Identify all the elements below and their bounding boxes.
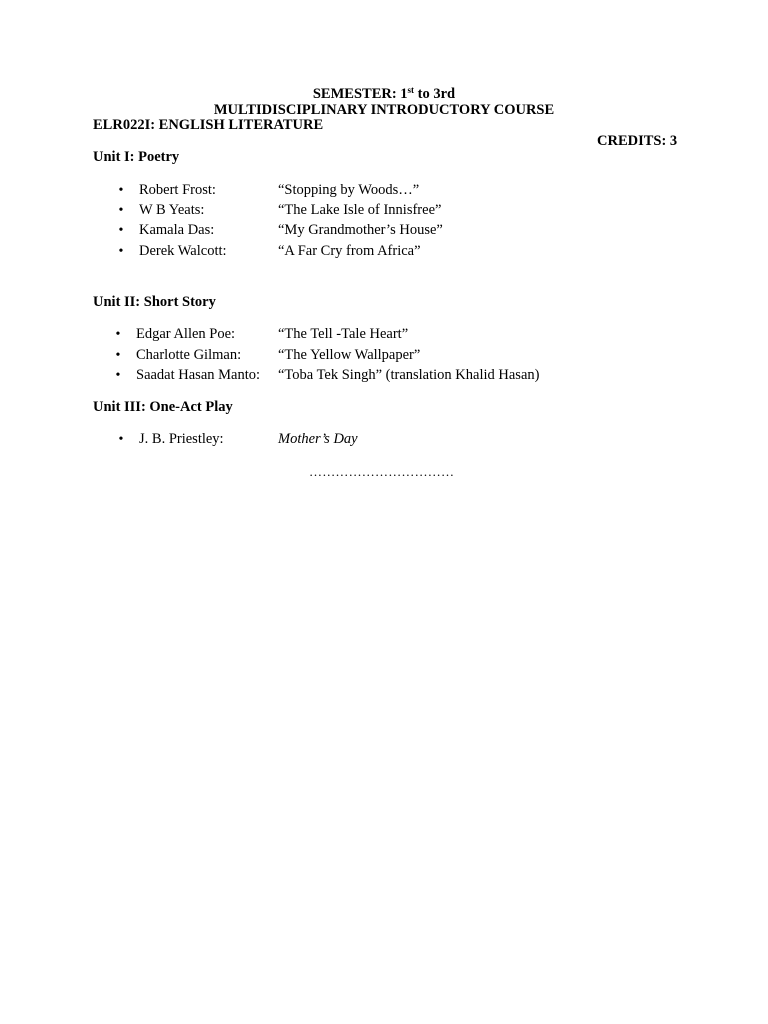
bullet-icon: •	[118, 223, 124, 238]
bullet-icon: •	[118, 432, 124, 447]
work-title: “A Far Cry from Africa”	[278, 243, 421, 259]
work-title: “The Tell -Tale Heart”	[278, 326, 409, 342]
work-title: “My Grandmother’s House”	[278, 222, 443, 238]
bullet-icon: •	[118, 244, 124, 259]
unit-heading-one-act-play: Unit III: One-Act Play	[93, 399, 233, 415]
unit-heading-short-story: Unit II: Short Story	[93, 294, 216, 310]
work-title: “The Lake Isle of Innisfree”	[278, 202, 442, 218]
author-name: Robert Frost:	[139, 182, 216, 198]
author-name: Saadat Hasan Manto:	[136, 367, 261, 383]
work-title: “Stopping by Woods…”	[278, 182, 420, 198]
semester-suffix: to 3rd	[414, 86, 456, 102]
author-name: W B Yeats:	[139, 202, 205, 218]
semester-superscript: st	[407, 85, 415, 95]
bullet-icon: •	[118, 203, 124, 218]
work-title: “Toba Tek Singh” (translation Khalid Hasan)	[278, 367, 540, 383]
bullet-icon: •	[118, 183, 124, 198]
semester-prefix: SEMESTER: 1	[312, 86, 408, 102]
semester-heading	[0, 87, 768, 102]
dotted-separator: ……………………………	[309, 464, 455, 479]
bullet-icon: •	[115, 368, 121, 383]
author-name: Charlotte Gilman:	[136, 347, 242, 363]
work-title: Mother’s Day	[278, 431, 358, 447]
bullet-icon: •	[115, 327, 121, 342]
work-title: “The Yellow Wallpaper”	[278, 347, 421, 363]
author-name: Derek Walcott:	[139, 243, 227, 259]
author-name: Edgar Allen Poe:	[136, 326, 236, 342]
unit-heading-poetry: Unit I: Poetry	[93, 149, 180, 165]
author-name: J. B. Priestley:	[139, 431, 224, 447]
bullet-icon: •	[115, 348, 121, 363]
course-title: MULTIDISCIPLINARY INTRODUCTORY COURSE	[213, 102, 555, 118]
credits-label: CREDITS: 3	[597, 133, 678, 149]
course-code: ELR022I: ENGLISH LITERATURE	[93, 117, 324, 133]
author-name: Kamala Das:	[139, 222, 215, 238]
